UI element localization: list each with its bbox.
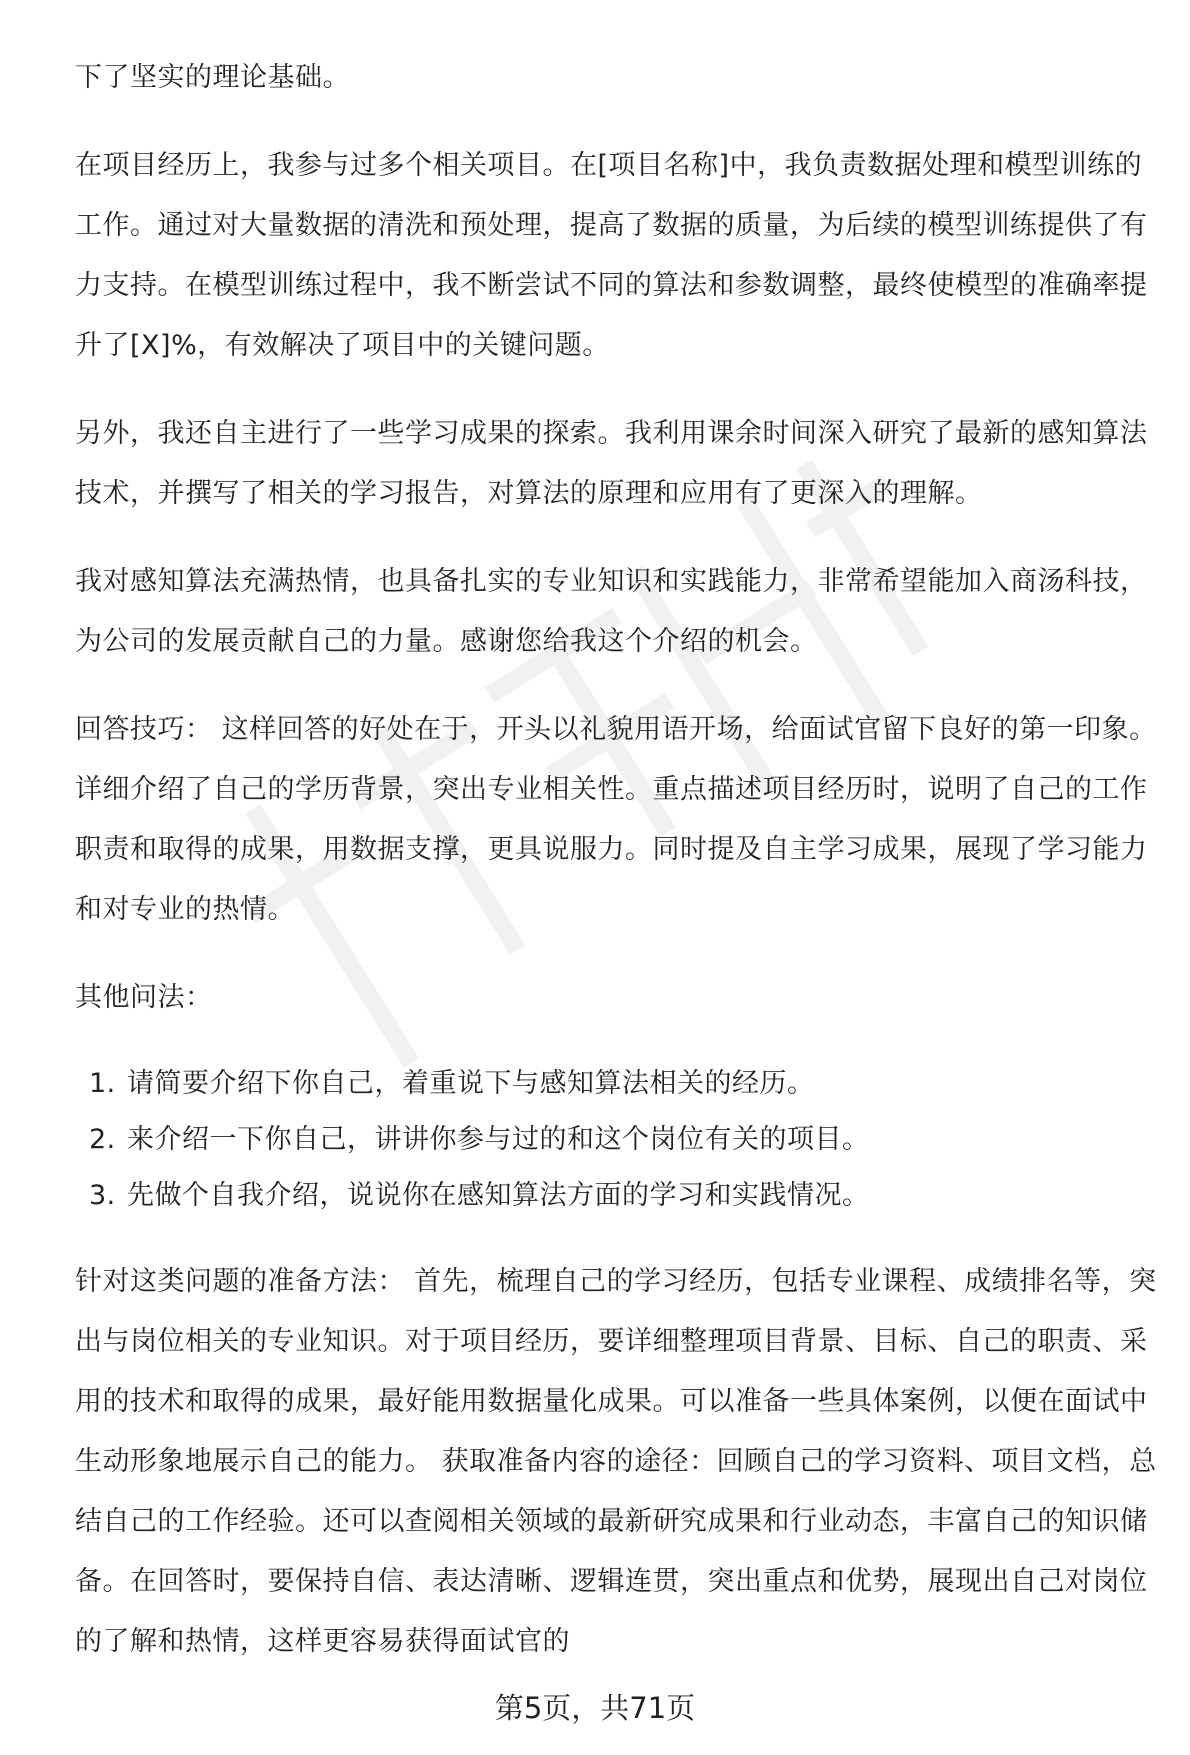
- document-body: [75, 48, 1165, 1672]
- list-item: [75, 1056, 1165, 1112]
- paragraph-self-learning: 另外，我还自主进行了一些学习成果的探索。我利用课余时间深入研究了最新的感知算法技术，并撰写了相关的学习报告，对算法的原理和应用有了更深入的理解。: [75, 418, 1148, 509]
- paragraph-project-experience: 在项目经历上，我参与过多个相关项目。在[项目名称]中，我负责数据处理和模型训练的工作。通过对大量数据的清洗和预处理，提高了数据的质量，为后续的模型训练提供了有力支持。在模型训练过程中，我不断尝试不同的算法和参数调整，最终使模型的准确率提升了[X]%，有效解决了项目中的关键问题。: [75, 150, 1148, 361]
- list-item-text: 请简要介绍下你自己，着重说下与感知算法相关的经历。: [127, 1068, 815, 1099]
- list-item-text: 先做个自我介绍，说说你在感知算法方面的学习和实践情况。: [127, 1180, 870, 1211]
- list-item: [75, 1112, 1165, 1168]
- paragraph-answer-tips: 回答技巧： 这样回答的好处在于，开头以礼貌用语开场，给面试官留下良好的第一印象。详细介绍了自己的学历背景，突出专业相关性。重点描述项目经历时，说明了自己的工作职责和取得的成果，用数据支撑，更具说服力。同时提及自主学习成果，展现了学习能力和对专业的热情。: [75, 714, 1157, 925]
- list-item-number: 3.: [89, 1180, 116, 1211]
- paragraph-preparation-method: 针对这类问题的准备方法： 首先，梳理自己的学习经历，包括专业课程、成绩排名等，突出与岗位相关的专业知识。对于项目经历，要详细整理项目背景、目标、自己的职责、采用的技术和取得的成果，最好能用数据量化成果。可以准备一些具体案例，以便在面试中生动形象地展示自己的能力。 获取准备内容的途径：回顾自己的学习资料、项目文档，总结自己的工作经验。还可以查阅相关领域的最新研究成果和行业动态，丰富自己的知识储备。在回答时，要保持自信、表达清晰、逻辑连贯，突出重点和优势，展现出自己对岗位的了解和热情，这样更容易获得面试官的: [75, 1266, 1157, 1657]
- paragraph-other-questions-heading: 其他问法：: [75, 982, 213, 1013]
- other-questions-list: [75, 1056, 1165, 1224]
- list-item-number: 2.: [89, 1124, 116, 1155]
- paragraph-closing: 我对感知算法充满热情，也具备扎实的专业知识和实践能力，非常希望能加入商汤科技，为公司的发展贡献自己的力量。感谢您给我这个介绍的机会。: [75, 566, 1148, 657]
- list-item-number: 1.: [89, 1068, 116, 1099]
- page-number: 第5页，共71页: [494, 1691, 696, 1725]
- paragraph-continuation: 下了坚实的理论基础。: [75, 62, 350, 93]
- list-item: [75, 1168, 1165, 1224]
- list-item-text: 来介绍一下你自己，讲讲你参与过的和这个岗位有关的项目。: [127, 1124, 870, 1155]
